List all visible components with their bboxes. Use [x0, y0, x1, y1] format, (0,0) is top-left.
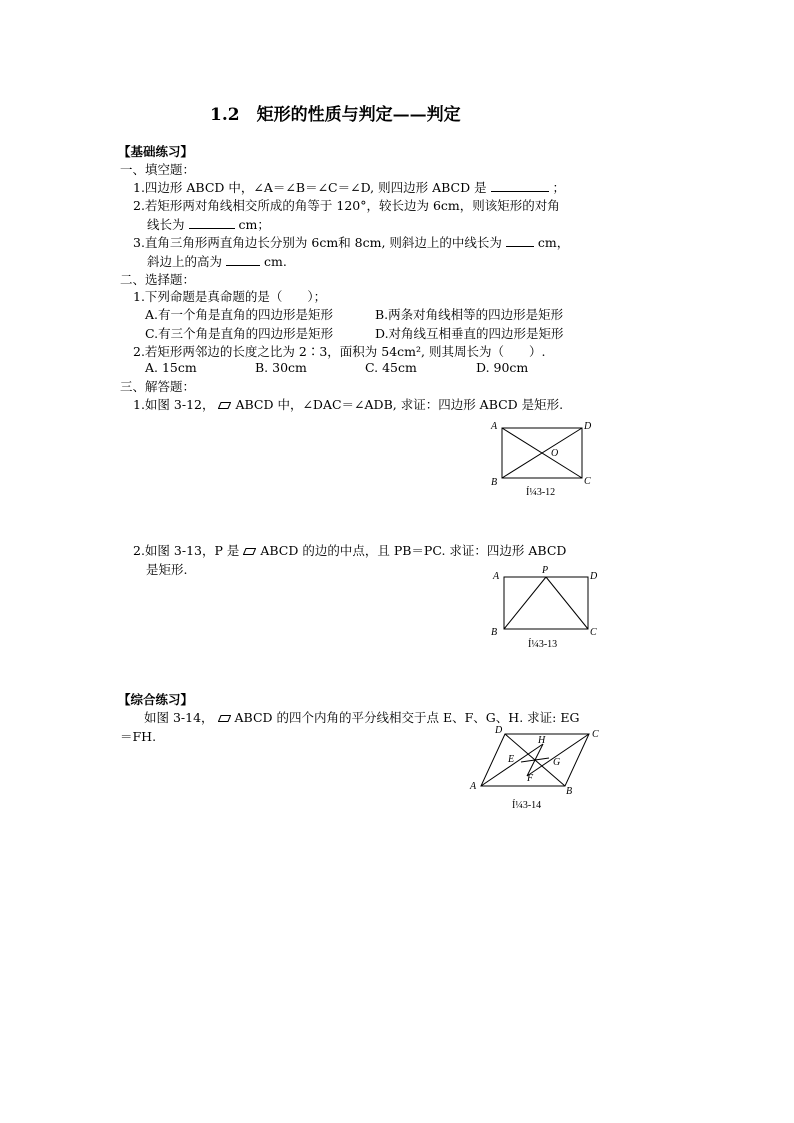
- figure-3-12: [486, 416, 596, 498]
- label-h: H: [538, 735, 546, 746]
- section-comprehensive-header: 【综合练习】: [118, 692, 194, 707]
- question-text: 1.如图 3-12，: [133, 397, 215, 412]
- label-o: O: [551, 448, 559, 459]
- label-c: C: [590, 627, 597, 638]
- question-text: 线长为: [147, 217, 185, 232]
- parallelogram-icon: [243, 548, 256, 555]
- option-1a[interactable]: A.有一个角是直角的四边形是矩形: [145, 307, 334, 322]
- question-fill-3: [133, 233, 569, 251]
- option-1c[interactable]: C.有三个角是直角的四边形是矩形: [145, 326, 334, 341]
- section-fill-blank: 一、填空题：: [120, 162, 196, 177]
- section-basic-header: 【基础练习】: [118, 144, 194, 159]
- label-c: C: [584, 476, 591, 487]
- option-2b[interactable]: B. 30cm: [255, 360, 307, 375]
- label-b: B: [491, 477, 498, 488]
- question-text: ABCD 的边的中点，且 PB＝PC. 求证：四边形 ABCD: [260, 543, 567, 558]
- question-text: 2.如图 3-13，P 是: [133, 543, 240, 558]
- question-fill-1: [133, 178, 565, 196]
- question-fill-2-cont: [147, 215, 270, 233]
- option-1d[interactable]: D.对角线互相垂直的四边形是矩形: [375, 326, 564, 341]
- label-g: G: [553, 757, 561, 768]
- option-2a[interactable]: A. 15cm: [145, 360, 197, 375]
- question-choice-1: 1.下列命题是真命题的是（ ）；: [133, 289, 327, 304]
- label-c: C: [592, 729, 599, 740]
- label-b: B: [491, 627, 498, 638]
- question-text: 1.四边形 ABCD 中，∠A＝∠B＝∠C＝∠D, 则四边形 ABCD 是: [133, 180, 487, 195]
- question-text: ABCD 的四个内角的平分线相交于点 E、F、G、H. 求证: EG: [234, 710, 580, 725]
- answer-blank[interactable]: [226, 254, 260, 266]
- parallelogram-icon: [218, 402, 231, 409]
- section-solution: 三、解答题：: [120, 379, 196, 394]
- question-solve-2: [133, 541, 566, 559]
- answer-blank[interactable]: [491, 180, 549, 192]
- figure-caption: Í¼3-14: [512, 800, 542, 811]
- answer-blank[interactable]: [189, 217, 235, 229]
- question-solve-1: [133, 395, 563, 413]
- question-text: cm，: [537, 235, 570, 250]
- option-2d[interactable]: D. 90cm: [476, 360, 529, 375]
- figure-3-13: [488, 563, 600, 653]
- question-text: cm.: [263, 254, 287, 269]
- question-text: 如图 3-14，: [144, 710, 214, 725]
- question-text: ABCD 中，∠DAC＝∠ADB, 求证：四边形 ABCD 是矩形.: [235, 397, 564, 412]
- label-f: F: [527, 773, 534, 784]
- label-d: D: [590, 571, 598, 582]
- question-comprehensive-cont: ＝FH.: [120, 729, 157, 744]
- question-text: 斜边上的高为: [147, 254, 223, 269]
- label-d: D: [495, 725, 503, 736]
- question-text: cm；: [238, 217, 270, 232]
- figure-3-14: [465, 722, 610, 814]
- question-fill-2: 2.若矩形两对角线相交所成的角等于 120°，较长边为 6cm，则该矩形的对角: [133, 198, 560, 213]
- question-solve-2-cont: 是矩形.: [146, 562, 188, 577]
- figure-caption: Í¼3-12: [526, 487, 556, 498]
- label-p: P: [542, 565, 549, 576]
- label-b: B: [566, 786, 573, 797]
- page-title: 1.2 矩形的性质与判定——判定: [210, 105, 461, 125]
- question-text: ；: [552, 180, 566, 195]
- question-fill-3-cont: [147, 252, 287, 270]
- question-choice-2: 2.若矩形两邻边的长度之比为 2∶3，面积为 54cm², 则其周长为（ ）.: [133, 344, 546, 359]
- label-e: E: [508, 754, 515, 765]
- label-a: A: [470, 781, 477, 792]
- parallelogram-icon: [218, 715, 231, 722]
- option-1b[interactable]: B.两条对角线相等的四边形是矩形: [375, 307, 564, 322]
- figure-caption: Í¼3-13: [528, 639, 558, 650]
- label-a: A: [491, 421, 498, 432]
- question-text: 3.直角三角形两直角边长分别为 6cm和 8cm, 则斜边上的中线长为: [133, 235, 502, 250]
- section-choice: 二、选择题：: [120, 272, 196, 287]
- label-a: A: [493, 571, 500, 582]
- answer-blank[interactable]: [506, 235, 534, 247]
- label-d: D: [584, 421, 592, 432]
- option-2c[interactable]: C. 45cm: [365, 360, 417, 375]
